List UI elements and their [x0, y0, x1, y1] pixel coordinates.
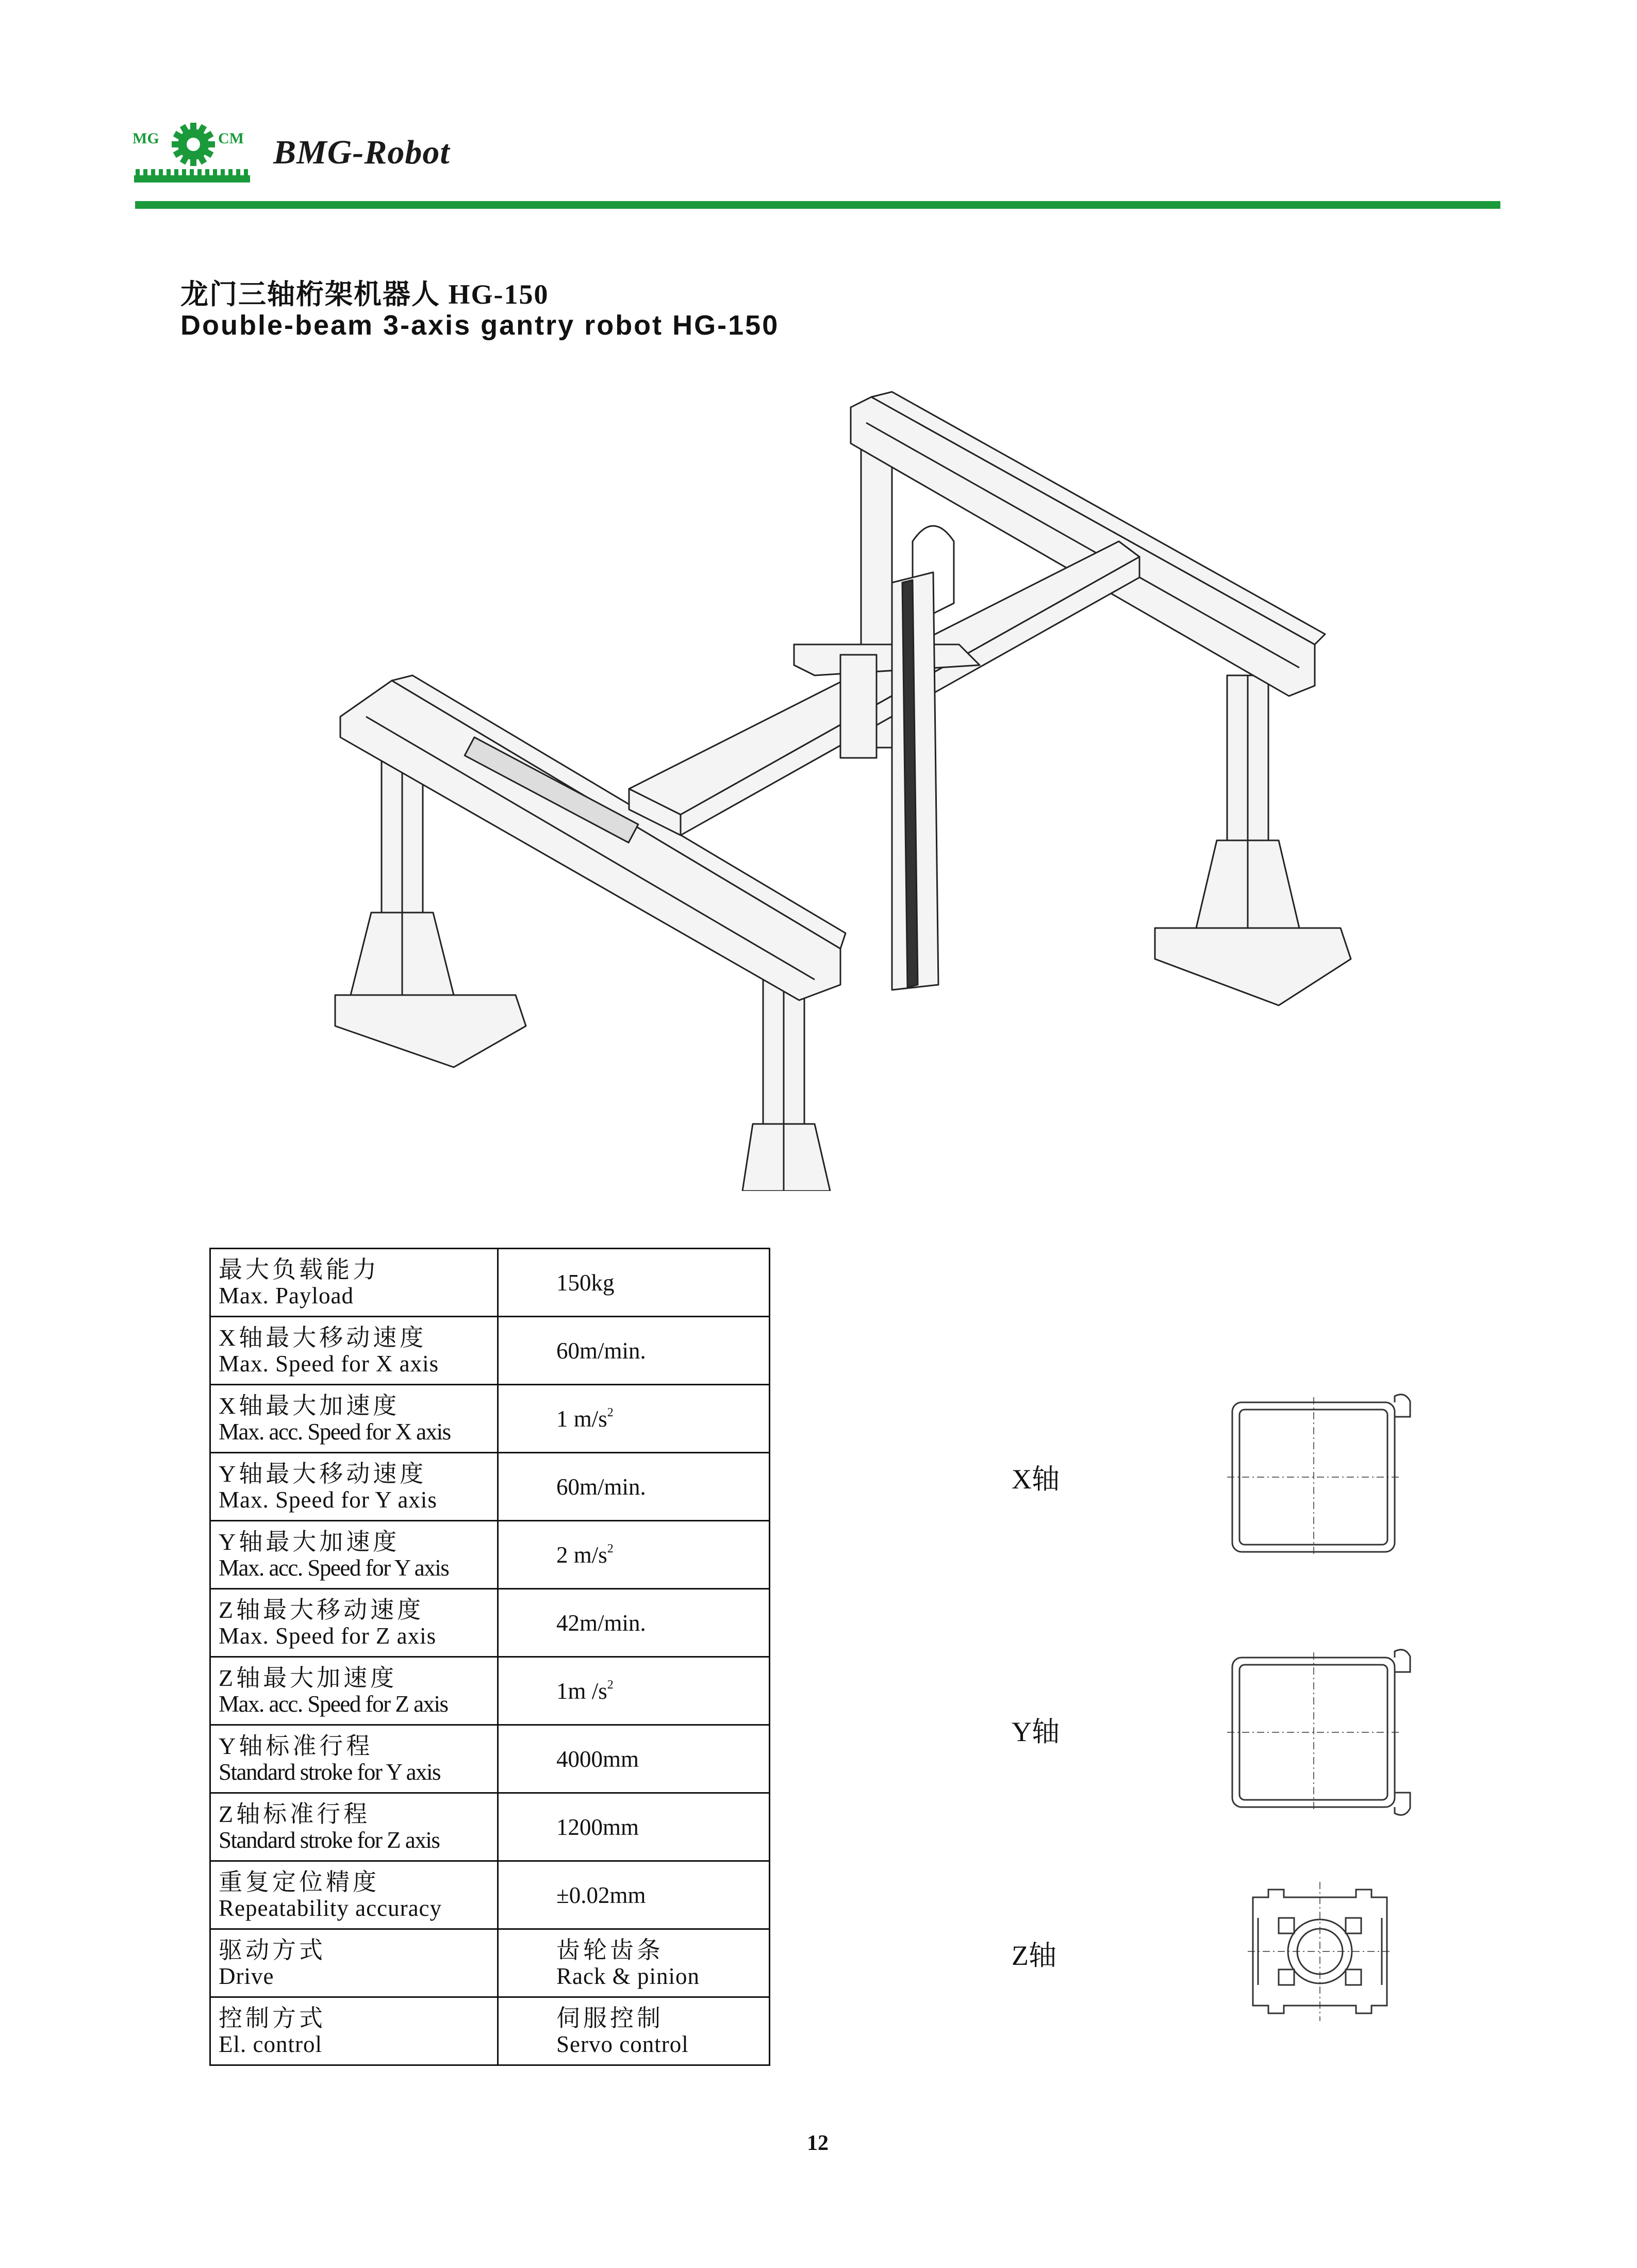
rack-icon [134, 169, 250, 183]
spec-label-cn: 控制方式 [219, 2005, 326, 2031]
spec-value-cell [498, 1521, 770, 1589]
x-axis-label: X轴 [1012, 1464, 1060, 1495]
spec-label-cn: 驱动方式 [219, 1936, 326, 1963]
spec-label-cell [210, 1521, 498, 1589]
rear-right-leg [1155, 675, 1351, 1005]
spec-label-en: Max. Speed for Y axis [219, 1486, 437, 1513]
spec-value-cell [498, 1589, 770, 1657]
spec-label-cell [210, 1725, 498, 1793]
spec-label-cell [210, 1861, 498, 1929]
header-rule [135, 201, 1500, 209]
spec-row [210, 1521, 770, 1589]
spec-label-cn: Z轴标准行程 [219, 1800, 371, 1827]
spec-value: Rack & pinion [556, 1963, 700, 1989]
z-axis-label: Z轴 [1012, 1940, 1056, 1971]
spec-value-cell [498, 1997, 770, 2065]
spec-label-en: Standard stroke for Y axis [219, 1759, 441, 1785]
spec-row [210, 1929, 770, 1997]
spec-table [209, 1248, 770, 2066]
spec-row [210, 1793, 770, 1861]
spec-label-cell [210, 1385, 498, 1453]
company-logo [131, 118, 255, 190]
page-number: 12 [807, 2131, 829, 2155]
spec-label-en: Max. acc. Speed for Z axis [219, 1691, 448, 1717]
spec-value: 60m/min. [556, 1337, 646, 1364]
y-axis-label: Y轴 [1012, 1716, 1060, 1747]
spec-value-superscript: 2 [607, 1405, 614, 1419]
spec-label-en: Max. Speed for X axis [219, 1350, 439, 1377]
spec-label-cell [210, 1793, 498, 1861]
spec-value-cell [498, 1385, 770, 1453]
spec-row [210, 1249, 770, 1317]
spec-label-en: Drive [219, 1963, 274, 1989]
spec-label-cn: Y轴最大加速度 [219, 1528, 400, 1555]
spec-label-en: El. control [219, 2031, 322, 2057]
gear-icon [172, 123, 215, 166]
spec-value: 42m/min. [556, 1610, 646, 1636]
brand-name: BMG-Robot [273, 134, 450, 171]
front-right-leg [742, 964, 830, 1191]
spec-row [210, 1997, 770, 2065]
spec-value: 1200mm [556, 1814, 639, 1840]
logo-left-text: MG [133, 130, 159, 147]
page-title-en: Double-beam 3-axis gantry robot HG-150 [180, 310, 780, 341]
spec-value-cn: 伺服控制 [556, 2005, 664, 2031]
spec-value-cell [498, 1861, 770, 1929]
spec-label-en: Max. acc. Speed for Y axis [219, 1554, 449, 1581]
spec-label-cell [210, 1453, 498, 1521]
spec-label-cn: 最大负载能力 [219, 1256, 379, 1283]
spec-row [210, 1861, 770, 1929]
spec-label-cn: Y轴最大移动速度 [219, 1460, 427, 1487]
spec-label-en: Max. Payload [219, 1282, 354, 1309]
z-axis-profile-drawing [1248, 1882, 1392, 2021]
spec-value: 1 m/s [556, 1405, 607, 1432]
spec-label-en: Repeatability accuracy [219, 1895, 442, 1921]
spec-value: 60m/min. [556, 1474, 646, 1500]
spec-value-cell [498, 1793, 770, 1861]
spec-label-cell [210, 1249, 498, 1317]
logo-right-text: CM [218, 130, 244, 147]
spec-value-superscript: 2 [607, 1678, 614, 1692]
spec-label-cn: Y轴标准行程 [219, 1732, 373, 1759]
spec-label-cell [210, 1997, 498, 2065]
spec-label-cell [210, 1657, 498, 1725]
gantry-robot-drawing [320, 387, 1371, 1191]
spec-label-cn: X轴最大移动速度 [219, 1324, 427, 1351]
spec-value-cell [498, 1249, 770, 1317]
spec-label-en: Max. acc. Speed for X axis [219, 1418, 451, 1445]
page-title-cn: 龙门三轴桁架机器人 HG-150 [180, 279, 549, 310]
spec-value-cell [498, 1657, 770, 1725]
spec-label-en: Max. Speed for Z axis [219, 1623, 437, 1649]
spec-row [210, 1725, 770, 1793]
spec-value-cell [498, 1317, 770, 1385]
spec-row [210, 1589, 770, 1657]
spec-value-cell [498, 1929, 770, 1997]
spec-row [210, 1317, 770, 1385]
spec-value: 2 m/s [556, 1542, 607, 1568]
spec-value-cn: 齿轮齿条 [556, 1936, 664, 1963]
spec-label-cn: X轴最大加速度 [219, 1392, 400, 1419]
spec-row [210, 1385, 770, 1453]
spec-label-cn: 重复定位精度 [219, 1868, 379, 1895]
spec-label-cn: Z轴最大移动速度 [219, 1596, 424, 1623]
spec-label-en: Standard stroke for Z axis [219, 1827, 440, 1853]
spec-value-cell [498, 1453, 770, 1521]
spec-label-cell [210, 1589, 498, 1657]
spec-value: 1m /s [556, 1678, 607, 1704]
spec-label-cell [210, 1929, 498, 1997]
spec-label-cn: Z轴最大加速度 [219, 1664, 398, 1691]
x-axis-profile-drawing [1227, 1392, 1418, 1562]
spec-value: ±0.02mm [556, 1882, 646, 1908]
spec-row [210, 1453, 770, 1521]
z-axis-column [892, 572, 938, 990]
spec-value: 150kg [556, 1269, 615, 1296]
spec-value-superscript: 2 [607, 1542, 614, 1555]
spec-label-cell [210, 1317, 498, 1385]
spec-value-cell [498, 1725, 770, 1793]
spec-value: Servo control [556, 2031, 689, 2057]
y-axis-profile-drawing [1227, 1647, 1418, 1817]
spec-value: 4000mm [556, 1746, 639, 1772]
spec-row [210, 1657, 770, 1725]
